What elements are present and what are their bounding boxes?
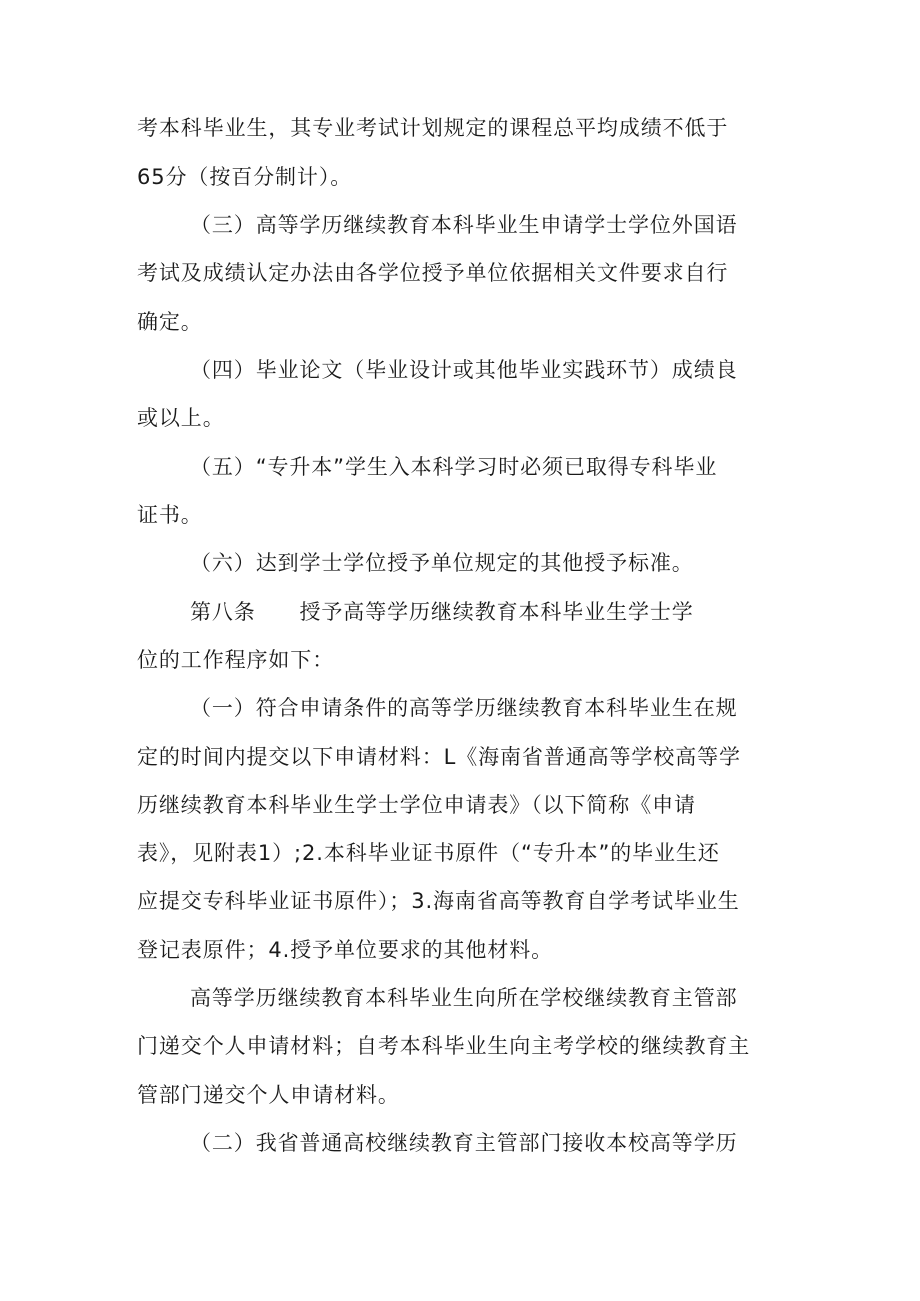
- text-line: （一）符合申请条件的高等学历继续教育本科毕业生在规: [190, 696, 738, 720]
- text-line: 登记表原件；4.授予单位要求的其他材料。: [137, 938, 554, 962]
- text-line: （三）高等学历继续教育本科毕业生申请学士学位外国语: [190, 213, 738, 237]
- text-line: （五）“专升本”学生入本科学习时必须已取得专科毕业: [190, 455, 718, 479]
- text-line: （二）我省普通高校继续教育主管部门接收本校高等学历: [190, 1131, 738, 1155]
- text-line: 考试及成绩认定办法由各学位授予单位依据相关文件要求自行: [137, 261, 729, 285]
- text-line: （六）达到学士学位授予单位规定的其他授予标准。: [190, 551, 694, 575]
- text-line: 或以上。: [137, 406, 225, 430]
- text-line: 应提交专科毕业证书原件）；3.海南省高等教育自学考试毕业生: [137, 889, 740, 913]
- text-line: 考本科毕业生，其专业考试计划规定的课程总平均成绩不低于: [137, 116, 729, 140]
- text-line: 确定。: [137, 310, 203, 334]
- article-heading: 第八条 授予高等学历继续教育本科毕业生学士学: [190, 600, 694, 624]
- text-line: 门递交个人申请材料；自考本科毕业生向主考学校的继续教育主: [137, 1034, 751, 1058]
- text-line: 65分（按百分制计）。: [137, 165, 353, 189]
- text-line: 高等学历继续教育本科毕业生向所在学校继续教育主管部: [190, 986, 738, 1010]
- text-line: 位的工作程序如下：: [137, 648, 335, 672]
- text-line: （四）毕业论文（毕业设计或其他毕业实践环节）成绩良: [190, 358, 738, 382]
- text-line: 表》，见附表1）;2.本科毕业证书原件（“专升本”的毕业生还: [137, 841, 720, 865]
- text-line: 定的时间内提交以下申请材料：L《海南省普通高等学校高等学: [137, 745, 741, 769]
- text-line: 证书。: [137, 503, 203, 527]
- text-line: 管部门递交个人申请材料。: [137, 1083, 400, 1107]
- text-line: 历继续教育本科毕业生学士学位申请表》（以下简称《申请: [137, 793, 696, 817]
